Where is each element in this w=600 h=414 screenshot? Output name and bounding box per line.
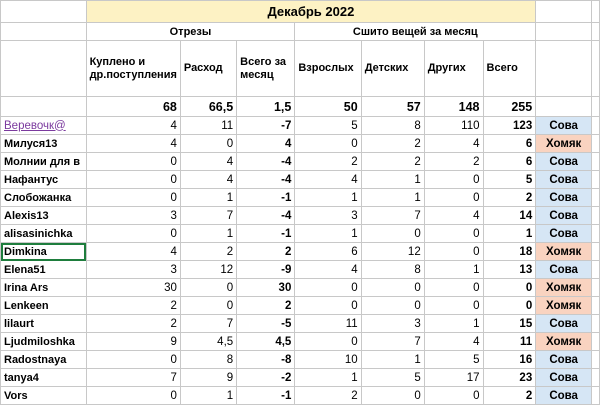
cell-total[interactable]: 6 [483,135,536,153]
status-tag-cell[interactable]: Сова [536,189,592,207]
cell[interactable] [592,333,600,351]
cell[interactable] [1,1,87,23]
status-tag-cell[interactable]: Хомяк [536,243,592,261]
cell-spent[interactable]: 9 [180,369,236,387]
cell-other[interactable]: 4 [424,207,483,225]
total-month[interactable]: 1,5 [237,97,295,117]
member-name-cell[interactable]: tanya4 [1,369,87,387]
cell-total[interactable]: 0 [483,279,536,297]
cell-total[interactable]: 1 [483,225,536,243]
cell-spent[interactable]: 0 [180,297,236,315]
cell-other[interactable]: 0 [424,279,483,297]
cell[interactable] [592,243,600,261]
cell-adults[interactable]: 10 [295,351,361,369]
cell-bought[interactable]: 9 [86,333,180,351]
cell-kids[interactable]: 8 [361,261,424,279]
cell-total[interactable]: 2 [483,387,536,405]
member-name-cell[interactable]: Веревочк@ [1,117,87,135]
status-tag-cell[interactable]: Сова [536,207,592,225]
cell-bought[interactable]: 0 [86,189,180,207]
cell-total[interactable]: 14 [483,207,536,225]
member-name-cell[interactable]: Irina Ars [1,279,87,297]
member-name-cell[interactable]: Ljudmiloshka [1,333,87,351]
cell-spent[interactable]: 1 [180,225,236,243]
cell-bought[interactable]: 3 [86,261,180,279]
table-row [1,387,600,405]
cell-month[interactable]: -4 [237,171,295,189]
cell[interactable] [592,387,600,405]
header-spent[interactable]: Расход [180,41,236,97]
cell[interactable] [592,297,600,315]
table-row [1,369,600,387]
cell[interactable] [592,261,600,279]
table-row [1,225,600,243]
table-row [1,189,600,207]
total-adults[interactable]: 50 [295,97,361,117]
table-row [1,117,600,135]
cell[interactable] [592,171,600,189]
total-spent[interactable]: 66,5 [180,97,236,117]
cell[interactable] [592,23,600,41]
cell-bought[interactable]: 2 [86,297,180,315]
cell-month[interactable]: -1 [237,189,295,207]
cell-adults[interactable]: 2 [295,387,361,405]
cell-adults[interactable]: 0 [295,297,361,315]
cell[interactable] [592,315,600,333]
cell-bought[interactable]: 7 [86,369,180,387]
cell-kids[interactable]: 8 [361,117,424,135]
status-tag-cell[interactable]: Сова [536,369,592,387]
cell-spent[interactable]: 12 [180,261,236,279]
cell-month[interactable]: -2 [237,369,295,387]
cell-adults[interactable]: 5 [295,117,361,135]
table-row [1,207,600,225]
total-all[interactable]: 255 [483,97,536,117]
cell-other[interactable]: 110 [424,117,483,135]
cell[interactable] [592,351,600,369]
cell-total[interactable]: 2 [483,189,536,207]
total-kids[interactable]: 57 [361,97,424,117]
cell-spent[interactable]: 11 [180,117,236,135]
cell-adults[interactable]: 0 [295,279,361,297]
member-name-cell[interactable]: Милуся13 [1,135,87,153]
cell-other[interactable]: 0 [424,171,483,189]
cell-bought[interactable]: 4 [86,117,180,135]
cell-other[interactable]: 0 [424,297,483,315]
cell-total[interactable]: 11 [483,333,536,351]
cell-kids[interactable]: 2 [361,153,424,171]
cell-total[interactable]: 13 [483,261,536,279]
cell-bought[interactable]: 3 [86,207,180,225]
status-tag-cell[interactable]: Сова [536,225,592,243]
cell-other[interactable]: 4 [424,333,483,351]
status-tag-cell[interactable]: Хомяк [536,135,592,153]
status-tag-cell[interactable]: Сова [536,171,592,189]
cell-spent[interactable]: 0 [180,135,236,153]
cell-total[interactable]: 123 [483,117,536,135]
cell-spent[interactable]: 4 [180,153,236,171]
member-name-cell[interactable]: lilaurt [1,315,87,333]
cell-spent[interactable]: 8 [180,351,236,369]
member-name-cell[interactable]: Молнии для в [1,153,87,171]
cell-month[interactable]: -9 [237,261,295,279]
status-tag-cell[interactable]: Сова [536,153,592,171]
header-bought[interactable]: Куплено и др.поступления [86,41,180,97]
header-total-month[interactable]: Всего за месяц [237,41,295,97]
cell-spent[interactable]: 2 [180,243,236,261]
cell[interactable] [536,23,592,41]
cell[interactable] [592,153,600,171]
cell[interactable] [592,117,600,135]
cell-kids[interactable]: 1 [361,351,424,369]
cell-other[interactable]: 0 [424,243,483,261]
cell-month[interactable]: -5 [237,315,295,333]
cell-adults[interactable]: 11 [295,315,361,333]
group-header-row [1,23,600,41]
cell-kids[interactable]: 2 [361,135,424,153]
table-row [1,279,600,297]
cell-total[interactable]: 0 [483,297,536,315]
cell[interactable] [536,97,592,117]
cell-bought[interactable]: 0 [86,225,180,243]
group-header-sewn[interactable]: Сшито вещей за месяц [295,23,536,41]
cell-month[interactable]: 4,5 [237,333,295,351]
table-row [1,171,600,189]
cell[interactable] [1,41,87,97]
cell[interactable] [1,97,87,117]
member-name-cell[interactable]: Нафантус [1,171,87,189]
member-name-cell[interactable]: Vors [1,387,87,405]
cell-other[interactable]: 0 [424,189,483,207]
cell-month[interactable]: 2 [237,297,295,315]
status-tag-cell[interactable]: Сова [536,117,592,135]
cell-spent[interactable]: 1 [180,387,236,405]
cell-month[interactable]: -8 [237,351,295,369]
cell[interactable] [592,1,600,23]
cell-bought[interactable]: 30 [86,279,180,297]
cell-other[interactable]: 2 [424,153,483,171]
header-total[interactable]: Всего [483,41,536,97]
cell-bought[interactable]: 0 [86,351,180,369]
cell-kids[interactable]: 0 [361,297,424,315]
cell-kids[interactable]: 5 [361,369,424,387]
status-tag-cell[interactable]: Сова [536,351,592,369]
cell[interactable] [536,1,592,23]
cell-total[interactable]: 6 [483,153,536,171]
cell-adults[interactable]: 1 [295,369,361,387]
cell-adults[interactable]: 4 [295,261,361,279]
cell-other[interactable]: 4 [424,135,483,153]
cell-month[interactable]: 30 [237,279,295,297]
cell-spent[interactable]: 1 [180,189,236,207]
cell-month[interactable]: -1 [237,387,295,405]
cell-kids[interactable]: 0 [361,225,424,243]
cell-total[interactable]: 5 [483,171,536,189]
cell-kids[interactable]: 7 [361,333,424,351]
table-row [1,135,600,153]
member-name-cell[interactable]: Alexis13 [1,207,87,225]
member-name-cell[interactable]: Radostnaya [1,351,87,369]
total-bought[interactable]: 68 [86,97,180,117]
cell-month[interactable]: -4 [237,153,295,171]
column-header-row [1,41,600,97]
cell-other[interactable]: 1 [424,315,483,333]
cell-bought[interactable]: 0 [86,153,180,171]
cell[interactable] [536,41,592,97]
status-tag-cell[interactable]: Сова [536,315,592,333]
cell-total[interactable]: 18 [483,243,536,261]
status-tag-cell[interactable]: Сова [536,261,592,279]
member-name-cell[interactable]: Dimkina [1,243,87,261]
cell[interactable] [592,189,600,207]
cell[interactable] [1,23,87,41]
cell[interactable] [592,207,600,225]
cell-kids[interactable]: 1 [361,171,424,189]
header-adults[interactable]: Взрослых [295,41,361,97]
cell-spent[interactable]: 4,5 [180,333,236,351]
table-row [1,351,600,369]
cell-kids[interactable]: 0 [361,387,424,405]
cell-other[interactable]: 17 [424,369,483,387]
cell-adults[interactable]: 0 [295,333,361,351]
header-kids[interactable]: Детских [361,41,424,97]
group-header-cuts[interactable]: Отрезы [86,23,295,41]
cell-month[interactable]: -7 [237,117,295,135]
cell-adults[interactable]: 2 [295,153,361,171]
cell[interactable] [592,225,600,243]
table-row [1,153,600,171]
cell-other[interactable]: 0 [424,387,483,405]
status-tag-cell[interactable]: Хомяк [536,297,592,315]
cell-spent[interactable]: 7 [180,315,236,333]
table-row [1,243,600,261]
member-name-cell[interactable]: Elena51 [1,261,87,279]
member-name-cell[interactable]: Слобожанка [1,189,87,207]
cell-kids[interactable]: 7 [361,207,424,225]
cell[interactable] [592,279,600,297]
cell-bought[interactable]: 0 [86,387,180,405]
status-tag-cell[interactable]: Хомяк [536,333,592,351]
table-row [1,315,600,333]
cell-total[interactable]: 15 [483,315,536,333]
cell-kids[interactable]: 12 [361,243,424,261]
cell-adults[interactable]: 1 [295,225,361,243]
cell-adults[interactable]: 3 [295,207,361,225]
cell[interactable] [592,41,600,97]
cell-kids[interactable]: 1 [361,189,424,207]
cell-month[interactable]: -1 [237,225,295,243]
cell-other[interactable]: 1 [424,261,483,279]
cell-adults[interactable]: 0 [295,135,361,153]
cell-month[interactable]: 4 [237,135,295,153]
cell-spent[interactable]: 4 [180,171,236,189]
totals-row [1,97,600,117]
cell-bought[interactable]: 2 [86,315,180,333]
table-row [1,297,600,315]
cell-adults[interactable]: 4 [295,171,361,189]
status-tag-cell[interactable]: Хомяк [536,279,592,297]
cell-bought[interactable]: 4 [86,243,180,261]
cell-total[interactable]: 23 [483,369,536,387]
cell-adults[interactable]: 1 [295,189,361,207]
cell-total[interactable]: 16 [483,351,536,369]
sheet-title[interactable]: Декабрь 2022 [86,1,536,23]
cell-other[interactable]: 5 [424,351,483,369]
header-other[interactable]: Других [424,41,483,97]
cell-month[interactable]: 2 [237,243,295,261]
cell-bought[interactable]: 0 [86,171,180,189]
cell[interactable] [592,369,600,387]
table-row [1,261,600,279]
title-row [1,1,600,23]
cell[interactable] [592,97,600,117]
cell-bought[interactable]: 4 [86,135,180,153]
cell-kids[interactable]: 3 [361,315,424,333]
cell-other[interactable]: 0 [424,225,483,243]
cell-adults[interactable]: 6 [295,243,361,261]
cell-spent[interactable]: 0 [180,279,236,297]
member-name-cell[interactable]: alisasinichka [1,225,87,243]
cell-spent[interactable]: 7 [180,207,236,225]
cell-month[interactable]: -4 [237,207,295,225]
status-tag-cell[interactable]: Сова [536,387,592,405]
cell[interactable] [592,135,600,153]
member-name-cell[interactable]: Lenkeen [1,297,87,315]
total-other[interactable]: 148 [424,97,483,117]
table-row [1,333,600,351]
cell-kids[interactable]: 0 [361,279,424,297]
